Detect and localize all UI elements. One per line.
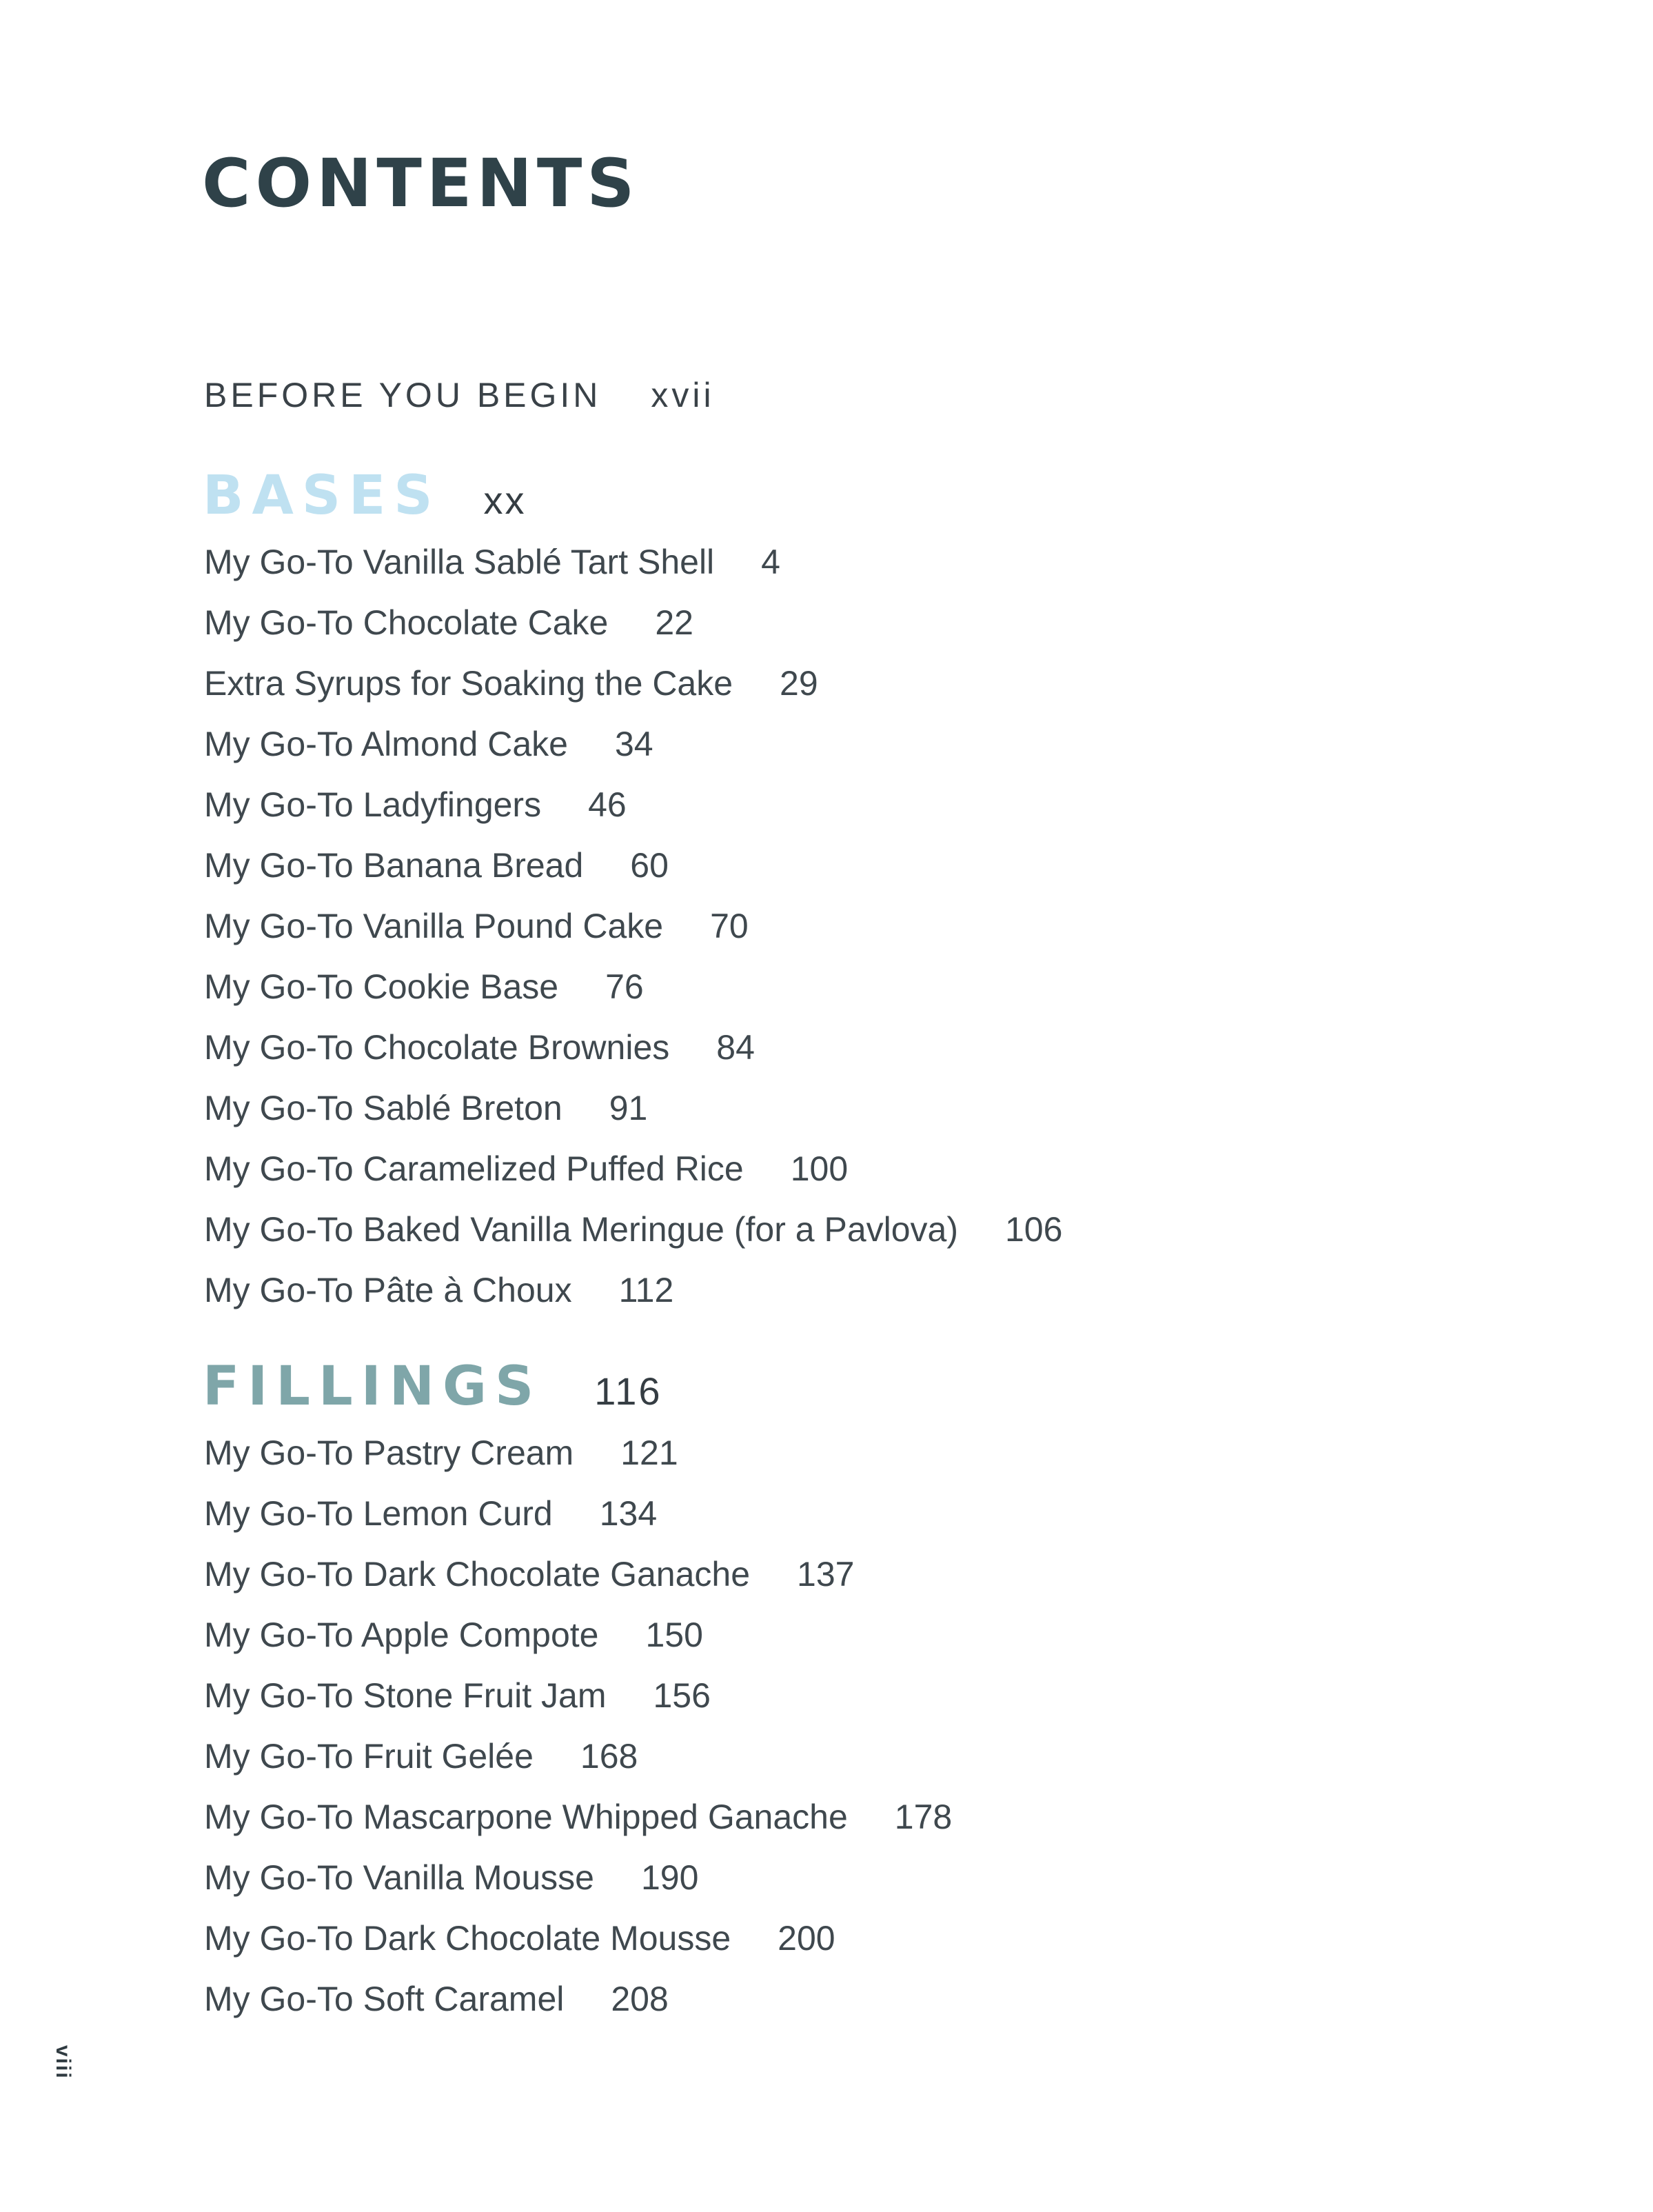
entry-page: 70 bbox=[710, 907, 749, 945]
entry-title: My Go-To Almond Cake bbox=[204, 725, 568, 763]
toc-entry[interactable] bbox=[204, 727, 1062, 787]
toc-entry[interactable] bbox=[204, 545, 1062, 605]
page-folio: viii bbox=[52, 2045, 74, 2080]
toc-entry[interactable] bbox=[204, 1678, 952, 1739]
toc-entry[interactable] bbox=[204, 1212, 1062, 1273]
entry-title: My Go-To Banana Bread bbox=[204, 846, 584, 885]
toc-entry[interactable] bbox=[204, 909, 1062, 969]
toc-entry[interactable] bbox=[204, 1496, 952, 1557]
entry-title: Extra Syrups for Soaking the Cake bbox=[204, 664, 733, 703]
entry-title: My Go-To Pastry Cream bbox=[204, 1434, 574, 1472]
entry-title: My Go-To Ladyfingers bbox=[204, 785, 542, 824]
entry-page: 4 bbox=[761, 543, 780, 581]
section-heading-fillings[interactable] bbox=[203, 1356, 662, 1418]
entry-page: 208 bbox=[611, 1980, 669, 2018]
entry-page: 106 bbox=[1005, 1210, 1063, 1249]
page-title: CONTENTS bbox=[202, 145, 640, 222]
entry-title: My Go-To Mascarpone Whipped Ganache bbox=[204, 1798, 848, 1836]
toc-entry[interactable] bbox=[204, 1030, 1062, 1091]
before-you-begin-label: BEFORE YOU BEGIN bbox=[204, 376, 602, 414]
entry-title: My Go-To Chocolate Brownies bbox=[204, 1028, 670, 1067]
before-you-begin-entry[interactable] bbox=[204, 378, 715, 412]
section-page-fillings: 116 bbox=[594, 1369, 662, 1413]
entry-title: My Go-To Pâte à Choux bbox=[204, 1271, 572, 1309]
entry-page: 100 bbox=[790, 1149, 849, 1188]
entry-page: 112 bbox=[618, 1271, 674, 1309]
toc-entry[interactable] bbox=[204, 605, 1062, 666]
section-title-bases: BASES bbox=[203, 465, 441, 527]
entry-title: My Go-To Vanilla Sablé Tart Shell bbox=[204, 543, 715, 581]
entry-title: My Go-To Vanilla Mousse bbox=[204, 1858, 594, 1897]
entry-title: My Go-To Fruit Gelée bbox=[204, 1737, 534, 1776]
toc-entry[interactable] bbox=[204, 1800, 952, 1860]
entry-title: My Go-To Caramelized Puffed Rice bbox=[204, 1149, 744, 1188]
fillings-entry-list bbox=[204, 1436, 952, 2042]
toc-entry[interactable] bbox=[204, 969, 1062, 1030]
entry-title: My Go-To Dark Chocolate Ganache bbox=[204, 1555, 751, 1593]
entry-title: My Go-To Cookie Base bbox=[204, 967, 559, 1006]
entry-title: My Go-To Apple Compote bbox=[204, 1616, 599, 1654]
entry-page: 91 bbox=[609, 1089, 648, 1127]
toc-entry[interactable] bbox=[204, 848, 1062, 909]
toc-entry[interactable] bbox=[204, 1921, 952, 1982]
toc-entry[interactable] bbox=[204, 1436, 952, 1496]
entry-title: My Go-To Stone Fruit Jam bbox=[204, 1676, 607, 1715]
toc-entry[interactable] bbox=[204, 1982, 952, 2042]
toc-entry[interactable] bbox=[204, 1618, 952, 1678]
entry-page: 178 bbox=[894, 1798, 953, 1836]
entry-page: 22 bbox=[655, 603, 693, 642]
bases-entry-list bbox=[204, 545, 1062, 1334]
section-page-bases: xx bbox=[483, 479, 527, 522]
entry-page: 34 bbox=[614, 725, 653, 763]
toc-entry[interactable] bbox=[204, 787, 1062, 848]
entry-page: 60 bbox=[630, 846, 669, 885]
before-you-begin-page: xvii bbox=[651, 376, 715, 414]
entry-page: 46 bbox=[588, 785, 627, 824]
toc-entry[interactable] bbox=[204, 666, 1062, 727]
entry-title: My Go-To Sablé Breton bbox=[204, 1089, 562, 1127]
entry-page: 134 bbox=[599, 1494, 658, 1533]
toc-entry[interactable] bbox=[204, 1149, 1062, 1212]
entry-page: 190 bbox=[640, 1858, 699, 1897]
section-heading-bases[interactable] bbox=[203, 465, 527, 527]
toc-entry[interactable] bbox=[204, 1739, 952, 1800]
entry-title: My Go-To Baked Vanilla Meringue (for a Pavlova) bbox=[204, 1210, 958, 1249]
entry-title: My Go-To Dark Chocolate Mousse bbox=[204, 1919, 731, 1958]
entry-title: My Go-To Chocolate Cake bbox=[204, 603, 609, 642]
entry-page: 29 bbox=[780, 664, 818, 703]
entry-page: 200 bbox=[778, 1919, 835, 1958]
entry-title: My Go-To Soft Caramel bbox=[204, 1980, 565, 2018]
entry-page: 137 bbox=[797, 1555, 855, 1593]
section-title-fillings: FILLINGS bbox=[203, 1356, 542, 1418]
entry-page: 150 bbox=[645, 1616, 703, 1654]
toc-entry[interactable] bbox=[204, 1557, 952, 1618]
entry-title: My Go-To Vanilla Pound Cake bbox=[204, 907, 664, 945]
entry-page: 168 bbox=[580, 1737, 638, 1776]
entry-page: 156 bbox=[653, 1676, 711, 1715]
toc-entry[interactable] bbox=[204, 1860, 952, 1921]
toc-entry[interactable] bbox=[204, 1091, 1062, 1152]
entry-page: 121 bbox=[620, 1434, 678, 1472]
entry-title: My Go-To Lemon Curd bbox=[204, 1494, 553, 1533]
toc-entry[interactable] bbox=[204, 1273, 1062, 1334]
entry-page: 84 bbox=[716, 1028, 755, 1067]
entry-page: 76 bbox=[605, 967, 644, 1006]
